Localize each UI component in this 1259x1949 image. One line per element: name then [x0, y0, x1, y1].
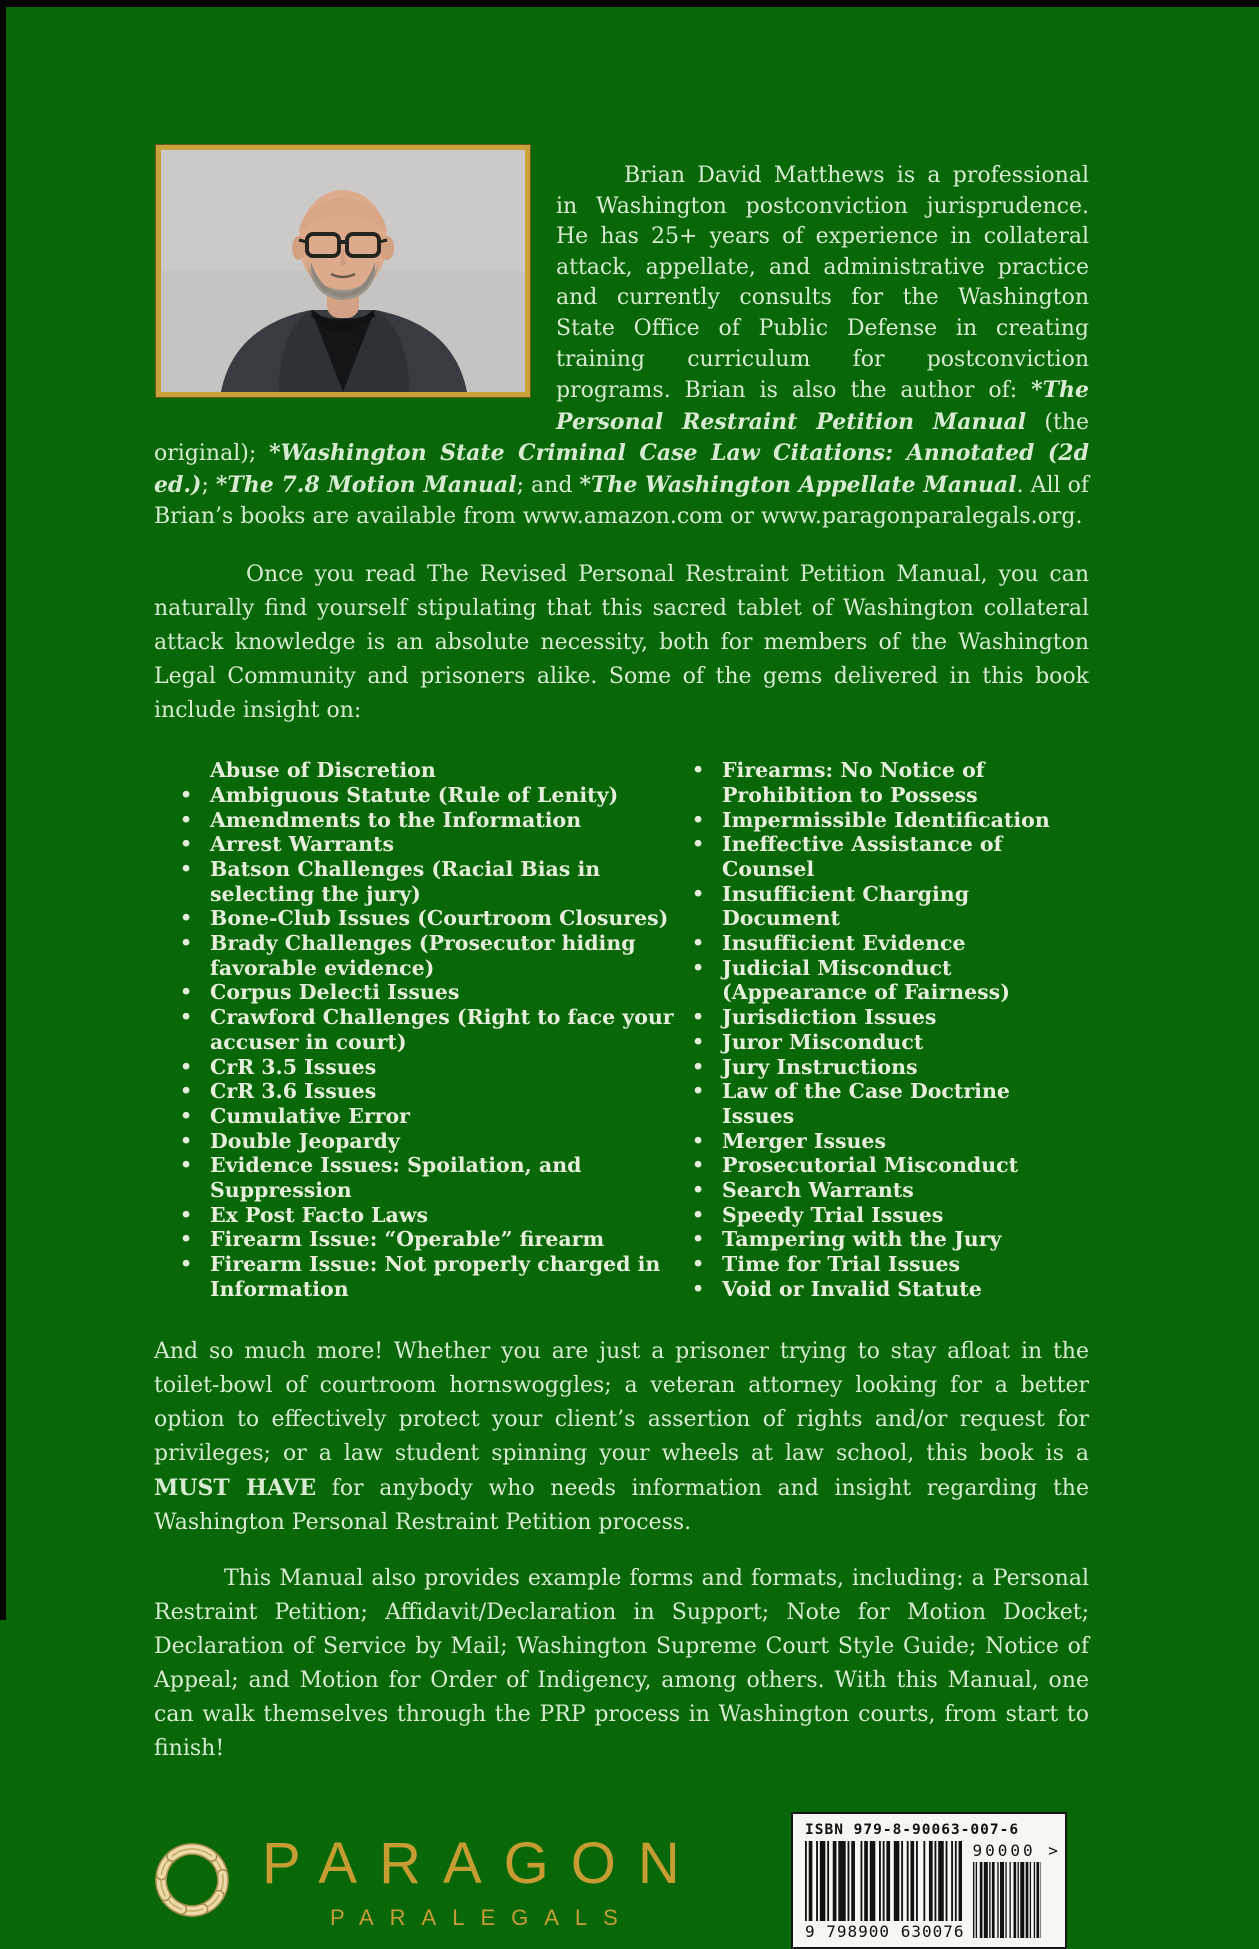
topic-item — [176, 980, 688, 1005]
topic-item — [688, 882, 1089, 931]
topic-item — [688, 808, 1089, 833]
bullet-icon: • — [692, 1228, 705, 1251]
topic-label: Search Warrants — [722, 1178, 914, 1203]
topic-label: Firearm Issue: Not properly charged in Information — [210, 1252, 661, 1301]
bullet-icon: • — [180, 1129, 193, 1152]
topic-item — [176, 1079, 688, 1104]
publisher-subtitle: PARALEGALS — [329, 1904, 634, 1930]
bullet-icon: • — [692, 882, 705, 905]
bullet-icon: • — [692, 1030, 705, 1053]
bullet-icon: • — [692, 956, 705, 979]
bullet-icon: • — [692, 1179, 705, 1202]
publisher-wordmark — [262, 1830, 702, 1931]
topic-item — [688, 931, 1089, 956]
bullet-icon: • — [180, 833, 193, 856]
topics-right-column — [688, 758, 1089, 1301]
topic-item — [688, 1005, 1089, 1030]
topic-item — [688, 1252, 1089, 1277]
topic-label: Law of the Case Doctrine Issues — [722, 1079, 1010, 1128]
barcode — [791, 1812, 1067, 1949]
bullet-icon: • — [180, 808, 193, 831]
topic-label: Juror Misconduct — [722, 1029, 924, 1054]
topic-label: Ex Post Facto Laws — [210, 1202, 429, 1227]
bullet-icon: • — [692, 808, 705, 831]
bullet-icon: • — [180, 981, 193, 1004]
bullet-icon: • — [180, 857, 193, 880]
topics-section — [154, 758, 1089, 1301]
topic-item — [176, 857, 688, 906]
topic-item — [176, 758, 688, 783]
topic-label: Batson Challenges (Racial Bias in selecting the jury) — [210, 856, 601, 906]
topic-item — [176, 1227, 688, 1252]
topic-item — [688, 832, 1089, 881]
topic-item — [176, 783, 688, 808]
topic-item — [688, 1227, 1089, 1252]
topic-item — [688, 1178, 1089, 1203]
bullet-icon: • — [180, 1006, 193, 1029]
topic-label: Tampering with the Jury — [722, 1227, 1002, 1252]
topic-label: Impermissible Identification — [722, 807, 1050, 832]
topic-item — [176, 931, 688, 980]
topic-label: CrR 3.6 Issues — [210, 1079, 377, 1104]
forms-paragraph: This Manual also provides example forms and formats, including: a Personal Restraint Petition; Affidavit/Declaration in Support; Note for Motion Docket; Declaration of Service by Mail; Washington Supreme Court Style Guide; Notice of Appeal; and Motion for Order of Indigency, among others. With this Manual, one can walk themselves through the PRP process in Washington courts, from start to finish! — [154, 1565, 1089, 1761]
topic-label: Firearms: No Notice of Prohibition to Possess — [722, 758, 985, 807]
bullet-icon: • — [692, 1080, 705, 1103]
topic-label: Bone-Club Issues (Courtroom Closures) — [210, 906, 669, 931]
barcode-supplement — [973, 1841, 1061, 1938]
barcode-digits: 9 798900 630076 — [805, 1921, 965, 1941]
topic-label: Arrest Warrants — [210, 832, 395, 857]
topic-item — [688, 758, 1089, 807]
bullet-icon: • — [180, 1228, 193, 1251]
topics-left-column — [176, 758, 688, 1301]
topic-label: Double Jeopardy — [210, 1128, 400, 1153]
topic-item — [688, 1153, 1089, 1178]
topic-label: Brady Challenges (Prosecutor hiding favorable evidence) — [210, 931, 636, 980]
author-bio: Brian David Matthews is a professional in Washington postconviction jurisprudence. He has 25+ years of experience in collateral attack, appellate, and administrative practice and currently consults for the Washington State Office of Public Defense in creating training curriculum for postconviction programs. Brian is also the author of: *The Personal Restraint Petition Manual (the original); *Washington State Criminal Case Law Citations: Annotated (2d ed.); *The 7.8 Motion Manual; and *The Washington Appellate Manual. All of Brian’s books are available from www.amazon.com or www.paragonparalegals.org. — [154, 163, 1090, 529]
topic-item — [176, 1005, 688, 1054]
bullet-icon: • — [180, 932, 193, 955]
topic-item — [688, 1055, 1089, 1080]
bullet-icon: • — [692, 1129, 705, 1152]
summary-paragraph: And so much more! Whether you are just a prisoner trying to stay afloat in the toilet-bowl of courtroom hornswoggles; a veteran attorney looking for a better option to effectively protect your client’s assertion of rights and/or request for privileges; or a law student spinning your wheels at law school, this book is a MUST HAVE for anybody who needs information and insight regarding the Washington Personal Restraint Petition process. — [154, 1338, 1089, 1535]
bullet-icon: • — [692, 1253, 705, 1276]
topic-label: Corpus Delecti Issues — [210, 980, 460, 1005]
bullet-icon: • — [180, 1080, 193, 1103]
bullet-icon: • — [180, 907, 193, 930]
barcode-main — [805, 1841, 965, 1941]
bullet-icon: • — [692, 833, 705, 856]
topic-label: Jury Instructions — [722, 1054, 918, 1079]
bullet-icon: • — [692, 1055, 705, 1078]
topic-label: Insufficient Evidence — [722, 931, 966, 956]
topic-item — [176, 1252, 688, 1301]
topic-label: Merger Issues — [722, 1128, 887, 1153]
barcode-bars — [805, 1841, 962, 1921]
topic-item — [688, 1277, 1089, 1302]
author-photo — [156, 145, 530, 397]
topic-label: Time for Trial Issues — [722, 1252, 961, 1277]
topic-item — [688, 1129, 1089, 1154]
barcode-supplement-bars — [973, 1862, 1042, 1938]
bullet-icon: • — [180, 1104, 193, 1127]
topic-label: Prosecutorial Misconduct — [722, 1153, 1019, 1178]
topic-label: Firearm Issue: “Operable” firearm — [210, 1227, 605, 1252]
publisher-logo — [142, 1830, 702, 1931]
topic-label: Insufficient Charging Document — [722, 881, 970, 931]
topic-label: Evidence Issues: Spoilation, and Suppression — [210, 1153, 582, 1203]
bullet-icon: • — [692, 1154, 705, 1177]
topic-item — [176, 1129, 688, 1154]
bullet-icon: • — [692, 1006, 705, 1029]
topic-label: Jurisdiction Issues — [722, 1005, 937, 1030]
bullet-icon: • — [692, 1203, 705, 1226]
topic-item — [176, 1104, 688, 1129]
topic-label: Judicial Misconduct (Appearance of Fairness) — [722, 955, 1010, 1005]
topic-label: Ambiguous Statute (Rule of Lenity) — [210, 782, 619, 807]
topic-label: Speedy Trial Issues — [722, 1202, 944, 1227]
price-code: 90000 > — [972, 1840, 1061, 1860]
topic-label: Cumulative Error — [210, 1103, 410, 1128]
bullet-icon: • — [180, 1055, 193, 1078]
knot-logo-icon — [142, 1830, 242, 1930]
topic-item — [688, 1030, 1089, 1055]
back-cover — [6, 7, 1259, 1949]
topic-item — [176, 832, 688, 857]
topic-item — [688, 1079, 1089, 1128]
bullet-icon: • — [180, 783, 193, 806]
isbn-label: ISBN 979-8-90063-007-6 — [805, 1821, 1020, 1838]
bullet-icon: • — [692, 759, 705, 782]
topic-item — [176, 906, 688, 931]
topic-item — [176, 1203, 688, 1228]
topic-label: Ineffective Assistance of Counsel — [722, 832, 1003, 881]
topic-item — [688, 956, 1089, 1005]
topic-item — [176, 808, 688, 833]
bullet-icon: • — [180, 1154, 193, 1177]
topic-label: Amendments to the Information — [210, 807, 582, 832]
bullet-icon: • — [692, 1277, 705, 1300]
topic-label: Void or Invalid Statute — [722, 1276, 982, 1301]
bullet-icon: • — [180, 1253, 193, 1276]
topic-label: CrR 3.5 Issues — [210, 1054, 377, 1079]
topic-label: Abuse of Discretion — [210, 758, 436, 783]
footer — [154, 1812, 1089, 1949]
intro-paragraph: Once you read The Revised Personal Restraint Petition Manual, you can naturally find yourself stipulating that this sacred tablet of Washington collateral attack knowledge is an absolute necessity, both for members of the Washington Legal Community and prisoners alike. Some of the gems delivered in this book include insight on: — [154, 562, 1089, 724]
topic-item — [176, 1055, 688, 1080]
topic-label: Crawford Challenges (Right to face your accuser in court) — [210, 1005, 674, 1054]
topic-item — [688, 1203, 1089, 1228]
bullet-icon: • — [692, 932, 705, 955]
topic-item — [176, 1153, 688, 1202]
publisher-name: PARAGON — [262, 1830, 702, 1896]
bullet-icon: • — [180, 1203, 193, 1226]
author-portrait-illustration — [161, 150, 525, 392]
